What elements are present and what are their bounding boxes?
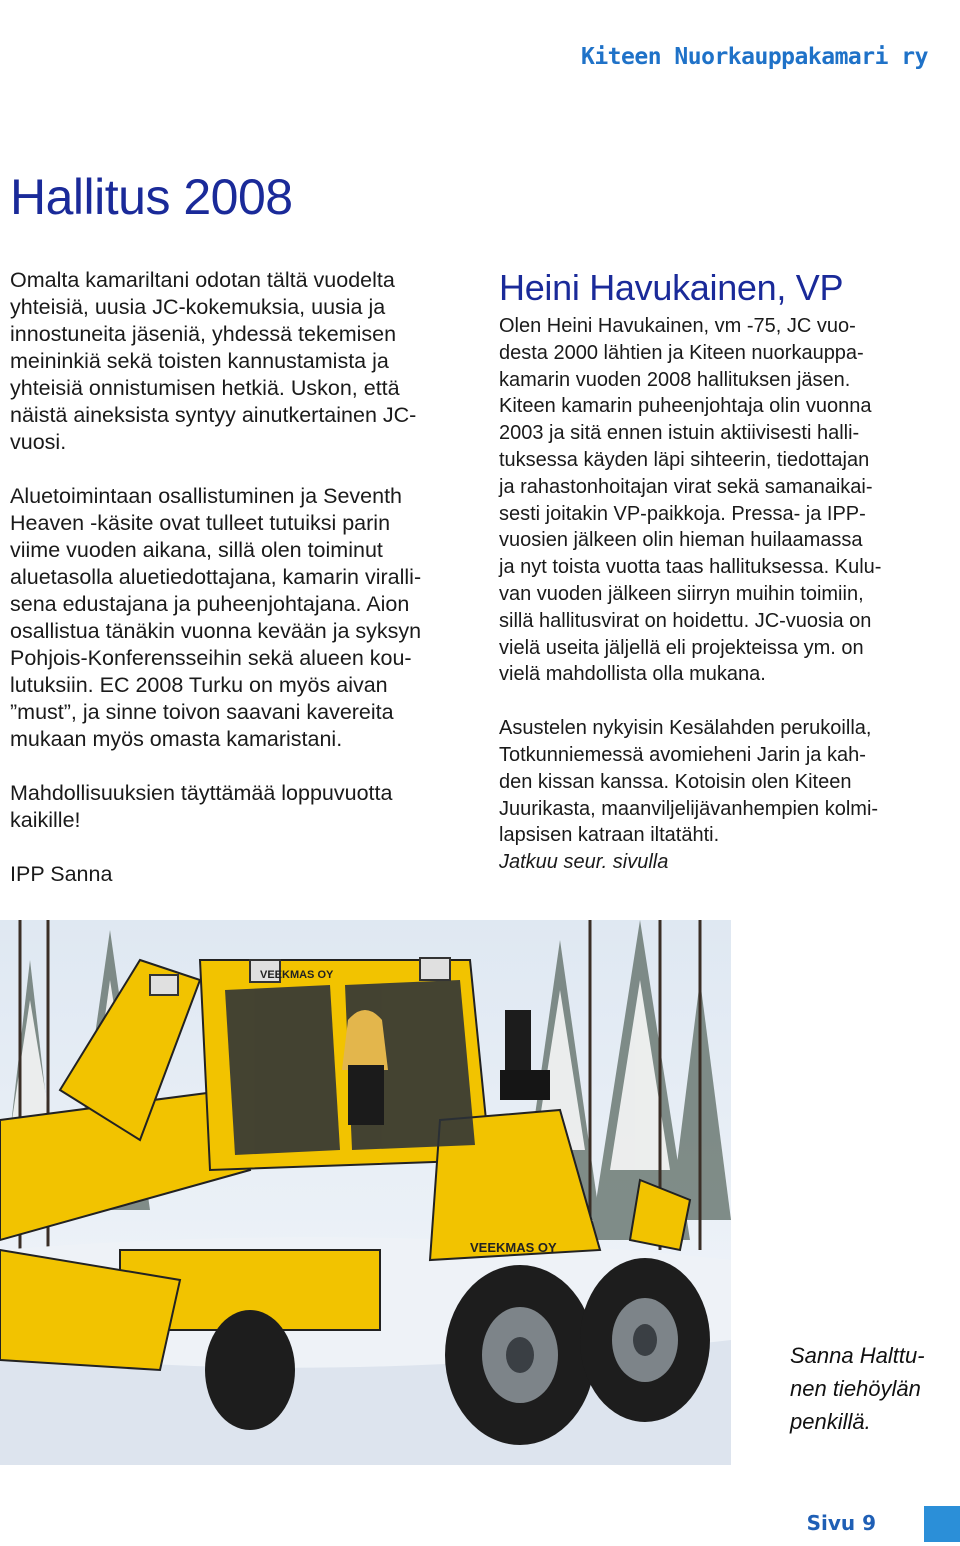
vp-heading: Heini Havukainen, VP xyxy=(499,267,844,308)
vehicle-label-top: VEEKMAS OY xyxy=(260,969,334,981)
continued-note: Jatkuu seur. sivulla xyxy=(499,851,669,874)
road-grader-illustration xyxy=(0,920,731,1465)
person-in-cab xyxy=(342,1010,388,1125)
paragraph-closing-wish: Mahdollisuuksien täyttämää loppuvuotta kaikille! xyxy=(10,781,393,832)
left-column xyxy=(10,267,470,915)
header-org-name: Kiteen Nuorkauppakamari ry xyxy=(580,44,928,70)
signature: IPP Sanna xyxy=(10,862,113,886)
paragraph-expectations: Omalta kamariltani odotan tältä vuodelta yhteisiä, uusia JC-kokemuksia, uusia ja innostuneita jäseniä, yhdessä tekemisen meininkiä sekä toisten kannustamista ja yhteisiä onnistumisen hetkiä. Uskon, että näistä aineksista syntyy ainutkertainen JC- vuosi. xyxy=(10,268,417,454)
photo-caption: Sanna Halttu- nen tiehöylän penkillä. xyxy=(790,1343,925,1434)
vehicle-label-side: VEEKMAS OY xyxy=(470,1240,557,1255)
paragraph-regional-activity: Aluetoimintaan osallistuminen ja Seventh Heaven -käsite ovat tulleet tutuiksi parin viime vuoden aikana, sillä olen toiminut aluetasolla aluetiedottajana, kamarin viralli- sena edustajana ja puheenjohtajana. Aion osallistua tänäkin vuonna kevään ja syksyn Pohjois-Konferensseihin sekä alueen kou- lutuksiin. EC 2008 Turku on myös aivan ”must”, ja sinne toivon saavani kavereita mukaan myös omasta kamaristani. xyxy=(10,484,422,751)
road-grader-photo xyxy=(0,920,731,1465)
paragraph-vp-home xyxy=(499,715,949,876)
page-title: Hallitus 2008 xyxy=(10,169,293,225)
page-number: Sivu 9 xyxy=(806,1511,876,1535)
page-corner-box xyxy=(924,1506,960,1542)
right-column xyxy=(499,267,949,903)
paragraph-vp-home-text: Asustelen nykyisin Kesälahden perukoilla, Totkunniemessä avomieheni Jarin ja kah- den kissan kanssa. Kotoisin olen Kiteen Juurikasta, maanviljelijävanhempien kolmi- lapsisen katraan iltatähti. xyxy=(499,717,879,847)
paragraph-vp-intro: Olen Heini Havukainen, vm -75, JC vuo- desta 2000 lähtien ja Kiteen nuorkauppa- kamarin vuoden 2008 hallituksen jäsen. Kiteen kamarin puheenjohtaja olin vuonna 2003 ja sitä ennen istuin aktiivisesti halli- tuksessa käyden läpi sihteerin, tiedottajan ja rahastonhoitajan virat sekä samanaikai- sesti joitakin VP-paikkoja. Pressa- ja IPP- vuosien jälkeen olin hieman huilaamassa ja nyt toista vuotta taas hallituksessa. Kulu- van vuoden jälkeen siirryn muihin toimiin, sillä hallitusvirat on hoidettu. JC-vuosia on vielä useita jäljellä eli projekteissa ym. on vielä mahdollista olla mukana. xyxy=(499,315,882,686)
